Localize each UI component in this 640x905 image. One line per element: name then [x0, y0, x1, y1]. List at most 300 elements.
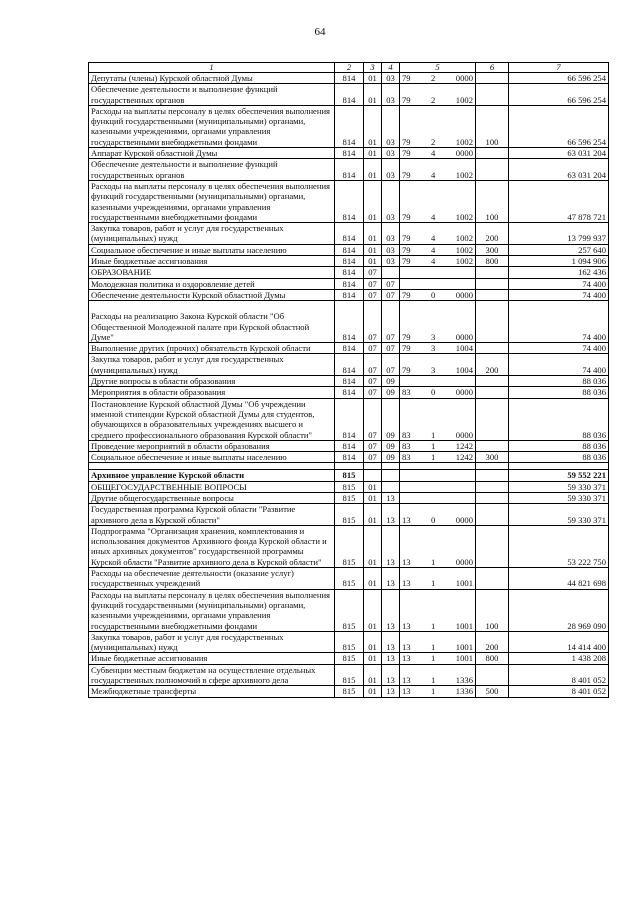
row-rz: 07 — [364, 343, 382, 354]
row-name: Выполнение других (прочих) обязательств Курской области — [89, 343, 335, 354]
table-row — [89, 568, 609, 590]
table-row — [89, 653, 609, 664]
table-row — [89, 278, 609, 289]
row-csr — [400, 376, 476, 387]
row-rz: 01 — [364, 664, 382, 686]
row-gr: 815 — [335, 568, 364, 590]
table-row — [89, 440, 609, 451]
row-gr: 814 — [335, 354, 364, 376]
csr-code — [402, 170, 473, 180]
table-row — [89, 376, 609, 387]
row-vr: 500 — [476, 686, 509, 697]
row-name: Расходы на выплаты персоналу в целях обеспечения выполнения функций государственными (муниципальными) органами, казенными учреждениями, органами управления государственными внебюджетными фондами — [89, 105, 335, 147]
row-gr: 814 — [335, 267, 364, 278]
row-vr — [476, 301, 509, 343]
csr-direction: 1336 — [455, 675, 473, 686]
csr-code — [402, 675, 473, 685]
csr-program: 79 — [402, 136, 411, 147]
row-rz: 07 — [364, 452, 382, 463]
row-pr: 03 — [382, 84, 400, 106]
row-sum: 14 414 400 — [509, 631, 609, 653]
csr-program: 13 — [402, 514, 411, 525]
csr-subprogram: 1 — [431, 578, 436, 589]
row-gr: 815 — [335, 686, 364, 697]
budget-table — [88, 62, 609, 698]
table-row — [89, 631, 609, 653]
row-vr — [476, 481, 509, 492]
row-sum: 63 031 204 — [509, 159, 609, 181]
row-sum: 13 799 937 — [509, 223, 609, 245]
row-rz — [364, 470, 382, 481]
row-csr — [400, 387, 476, 398]
csr-subprogram: 4 — [431, 233, 436, 244]
row-sum: 162 436 — [509, 267, 609, 278]
row-csr — [400, 452, 476, 463]
row-name: Проведение мероприятий в области образования — [89, 440, 335, 451]
row-rz: 01 — [364, 481, 382, 492]
row-gr: 815 — [335, 481, 364, 492]
row-pr — [382, 470, 400, 481]
table-row — [89, 387, 609, 398]
row-rz: 01 — [364, 73, 382, 84]
csr-direction: 1001 — [455, 642, 473, 653]
header-cell: 7 — [509, 63, 609, 73]
row-sum: 74 400 — [509, 289, 609, 300]
row-name: Аппарат Курской областной Думы — [89, 148, 335, 159]
row-pr — [382, 463, 400, 470]
row-name: Подпрограмма "Организация хранения, комплектования и использования документов Архивного фонда Курской области и иных архивных документов" государственной программы Курской области "Развитие архивного дела в Курской области" — [89, 525, 335, 567]
csr-code — [402, 515, 473, 525]
table-row — [89, 481, 609, 492]
row-csr — [400, 148, 476, 159]
csr-code — [402, 387, 473, 397]
row-pr: 03 — [382, 244, 400, 255]
table-row — [89, 84, 609, 106]
csr-program: 79 — [402, 256, 411, 267]
row-gr: 814 — [335, 452, 364, 463]
csr-code — [402, 148, 473, 158]
row-pr: 03 — [382, 159, 400, 181]
row-pr: 03 — [382, 148, 400, 159]
table-row — [89, 492, 609, 503]
row-pr: 03 — [382, 180, 400, 222]
row-sum: 74 400 — [509, 278, 609, 289]
row-name: ОБРАЗОВАНИЕ — [89, 267, 335, 278]
row-gr: 815 — [335, 470, 364, 481]
row-vr — [476, 440, 509, 451]
csr-program: 13 — [402, 675, 411, 686]
row-name: Мероприятия в области образования — [89, 387, 335, 398]
csr-subprogram: 0 — [431, 387, 436, 398]
csr-direction: 1002 — [455, 244, 473, 255]
row-pr: 07 — [382, 354, 400, 376]
csr-program: 13 — [402, 686, 411, 697]
row-gr: 814 — [335, 343, 364, 354]
row-pr: 13 — [382, 492, 400, 503]
row-vr — [476, 84, 509, 106]
row-rz: 01 — [364, 159, 382, 181]
csr-direction: 1002 — [455, 94, 473, 105]
row-vr: 200 — [476, 223, 509, 245]
table-row — [89, 343, 609, 354]
row-gr: 814 — [335, 398, 364, 440]
row-gr: 814 — [335, 105, 364, 147]
row-name: Депутаты (члены) Курской областной Думы — [89, 73, 335, 84]
csr-direction: 0000 — [455, 429, 473, 440]
row-vr: 800 — [476, 653, 509, 664]
row-gr: 814 — [335, 387, 364, 398]
row-csr — [400, 398, 476, 440]
row-pr: 13 — [382, 686, 400, 697]
row-vr — [476, 387, 509, 398]
csr-subprogram: 3 — [431, 343, 436, 354]
csr-code — [402, 430, 473, 440]
csr-program: 83 — [402, 429, 411, 440]
row-rz: 01 — [364, 568, 382, 590]
table-row — [89, 289, 609, 300]
csr-subprogram: 2 — [431, 94, 436, 105]
row-vr — [476, 463, 509, 470]
row-sum: 63 031 204 — [509, 148, 609, 159]
row-sum: 88 036 — [509, 440, 609, 451]
csr-program: 83 — [402, 387, 411, 398]
row-pr — [382, 481, 400, 492]
row-gr: 814 — [335, 84, 364, 106]
page-number: 64 — [314, 26, 326, 38]
row-csr — [400, 244, 476, 255]
row-vr — [476, 492, 509, 503]
row-vr: 200 — [476, 354, 509, 376]
table-row — [89, 525, 609, 567]
csr-program: 79 — [402, 233, 411, 244]
row-gr: 814 — [335, 73, 364, 84]
table-row — [89, 180, 609, 222]
row-sum: 257 640 — [509, 244, 609, 255]
row-gr: 815 — [335, 589, 364, 631]
row-gr: 814 — [335, 256, 364, 267]
row-csr — [400, 589, 476, 631]
row-vr: 800 — [476, 256, 509, 267]
row-csr — [400, 343, 476, 354]
row-csr — [400, 267, 476, 278]
csr-direction: 1242 — [455, 452, 473, 463]
row-pr: 07 — [382, 278, 400, 289]
row-rz: 07 — [364, 278, 382, 289]
row-sum: 1 438 208 — [509, 653, 609, 664]
csr-direction: 1004 — [455, 343, 473, 354]
csr-program: 79 — [402, 364, 411, 375]
csr-code — [402, 290, 473, 300]
table-row — [89, 301, 609, 343]
csr-code — [402, 557, 473, 567]
row-csr — [400, 653, 476, 664]
csr-program: 79 — [402, 169, 411, 180]
table-row — [89, 73, 609, 84]
csr-program: 13 — [402, 642, 411, 653]
csr-subprogram: 1 — [431, 620, 436, 631]
row-csr — [400, 664, 476, 686]
csr-direction: 1002 — [455, 211, 473, 222]
csr-direction: 1001 — [455, 653, 473, 664]
csr-program: 79 — [402, 73, 411, 83]
csr-direction: 1004 — [455, 364, 473, 375]
row-pr: 07 — [382, 343, 400, 354]
csr-code — [402, 621, 473, 631]
row-vr: 100 — [476, 105, 509, 147]
row-vr: 300 — [476, 452, 509, 463]
row-name: Постановление Курской областной Думы "Об учреждении именной стипендии Курской областной Думы для студентов, обучающихся в образовательных учреждениях высшего и среднего профессионального образования Курской области" — [89, 398, 335, 440]
row-vr — [476, 398, 509, 440]
csr-direction: 0000 — [455, 514, 473, 525]
row-vr — [476, 376, 509, 387]
row-pr: 13 — [382, 525, 400, 567]
row-gr: 814 — [335, 440, 364, 451]
row-pr: 13 — [382, 504, 400, 526]
row-rz: 01 — [364, 84, 382, 106]
header-row — [89, 63, 609, 73]
csr-subprogram: 1 — [431, 642, 436, 653]
header-cell: 3 — [364, 63, 382, 73]
row-csr — [400, 631, 476, 653]
row-pr: 03 — [382, 105, 400, 147]
row-pr: 13 — [382, 589, 400, 631]
csr-code — [402, 653, 473, 663]
row-name: Иные бюджетные ассигнования — [89, 256, 335, 267]
csr-subprogram: 4 — [431, 169, 436, 180]
csr-program: 83 — [402, 440, 411, 451]
table-row — [89, 105, 609, 147]
row-sum: 88 036 — [509, 376, 609, 387]
row-pr: 07 — [382, 289, 400, 300]
row-rz: 01 — [364, 631, 382, 653]
csr-direction: 0000 — [455, 556, 473, 567]
csr-program: 13 — [402, 578, 411, 589]
row-gr: 814 — [335, 180, 364, 222]
row-csr — [400, 354, 476, 376]
row-rz: 01 — [364, 589, 382, 631]
row-gr: 815 — [335, 504, 364, 526]
row-vr — [476, 289, 509, 300]
row-rz: 07 — [364, 398, 382, 440]
row-gr: 814 — [335, 159, 364, 181]
csr-direction: 0000 — [455, 73, 473, 83]
row-vr: 100 — [476, 589, 509, 631]
csr-code — [402, 332, 473, 342]
row-vr — [476, 73, 509, 84]
csr-program: 13 — [402, 653, 411, 664]
row-csr — [400, 504, 476, 526]
csr-direction: 1002 — [455, 169, 473, 180]
row-name: Архивное управление Курской области — [89, 470, 335, 481]
row-csr — [400, 470, 476, 481]
row-rz — [364, 463, 382, 470]
table-row — [89, 267, 609, 278]
row-sum: 66 596 254 — [509, 84, 609, 106]
row-sum — [509, 463, 609, 470]
row-sum: 8 401 052 — [509, 664, 609, 686]
row-vr — [476, 470, 509, 481]
row-name: Расходы на выплаты персоналу в целях обеспечения выполнения функций государственными (муниципальными) органами, казенными учреждениями, органами управления государственными внебюджетными фондами — [89, 589, 335, 631]
csr-program: 13 — [402, 620, 411, 631]
row-name: Обеспечение деятельности и выполнение функций государственных органов — [89, 159, 335, 181]
row-rz: 07 — [364, 267, 382, 278]
csr-code — [402, 137, 473, 147]
row-sum: 59 330 371 — [509, 481, 609, 492]
row-name: Расходы на выплаты персоналу в целях обеспечения выполнения функций государственными (муниципальными) органами, казенными учреждениями, органами управления государственными внебюджетными фондами — [89, 180, 335, 222]
row-sum: 74 400 — [509, 354, 609, 376]
row-sum: 74 400 — [509, 343, 609, 354]
row-csr — [400, 105, 476, 147]
csr-direction: 0000 — [455, 331, 473, 342]
row-sum: 88 036 — [509, 398, 609, 440]
table-row — [89, 470, 609, 481]
row-pr: 09 — [382, 398, 400, 440]
row-name: Закупка товаров, работ и услуг для государственных (муниципальных) нужд — [89, 631, 335, 653]
csr-subprogram: 1 — [431, 429, 436, 440]
csr-subprogram: 3 — [431, 331, 436, 342]
row-sum: 59 330 371 — [509, 492, 609, 503]
csr-code — [402, 73, 473, 83]
row-name: Расходы на обеспечение деятельности (оказание услуг) государственных учреждений — [89, 568, 335, 590]
header-cell: 5 — [400, 63, 476, 73]
row-csr — [400, 159, 476, 181]
csr-direction: 0000 — [455, 387, 473, 398]
row-sum: 88 036 — [509, 387, 609, 398]
row-gr: 815 — [335, 492, 364, 503]
row-pr: 09 — [382, 376, 400, 387]
row-csr — [400, 568, 476, 590]
row-name — [89, 463, 335, 470]
csr-code — [402, 642, 473, 652]
csr-subprogram: 2 — [431, 136, 436, 147]
row-csr — [400, 481, 476, 492]
table-row — [89, 159, 609, 181]
table-row — [89, 463, 609, 470]
row-vr: 300 — [476, 244, 509, 255]
table-row — [89, 504, 609, 526]
csr-code — [402, 212, 473, 222]
csr-code — [402, 686, 473, 696]
csr-direction: 1336 — [455, 686, 473, 697]
row-gr: 814 — [335, 223, 364, 245]
row-csr — [400, 289, 476, 300]
row-csr — [400, 73, 476, 84]
csr-subprogram: 1 — [431, 452, 436, 463]
row-name: Расходы на реализацию Закона Курской области "Об Общественной Молодежной палате при Курской областной Думе" — [89, 301, 335, 343]
header-cell: 1 — [89, 63, 335, 73]
row-name: Обеспечение деятельности и выполнение функций государственных органов — [89, 84, 335, 106]
row-gr: 814 — [335, 148, 364, 159]
row-vr — [476, 568, 509, 590]
csr-direction: 0000 — [455, 148, 473, 159]
row-gr: 814 — [335, 376, 364, 387]
row-gr: 815 — [335, 664, 364, 686]
row-gr: 814 — [335, 301, 364, 343]
csr-subprogram: 1 — [431, 556, 436, 567]
row-gr: 815 — [335, 525, 364, 567]
csr-subprogram: 1 — [431, 686, 436, 697]
csr-code — [402, 245, 473, 255]
row-csr — [400, 256, 476, 267]
row-sum: 66 596 254 — [509, 105, 609, 147]
row-vr — [476, 148, 509, 159]
row-pr: 09 — [382, 452, 400, 463]
row-name: ОБЩЕГОСУДАРСТВЕННЫЕ ВОПРОСЫ — [89, 481, 335, 492]
row-name: Иные бюджетные ассигнования — [89, 653, 335, 664]
csr-direction: 0000 — [455, 289, 473, 300]
csr-subprogram: 1 — [431, 675, 436, 686]
row-rz: 01 — [364, 105, 382, 147]
row-name: Закупка товаров, работ и услуг для государственных (муниципальных) нужд — [89, 354, 335, 376]
row-csr — [400, 686, 476, 697]
row-name: Межбюджетные трансферты — [89, 686, 335, 697]
row-name: Другие общегосударственные вопросы — [89, 492, 335, 503]
csr-subprogram: 4 — [431, 256, 436, 267]
row-name: Социальное обеспечение и иные выплаты населению — [89, 452, 335, 463]
row-sum: 59 330 371 — [509, 504, 609, 526]
row-rz: 01 — [364, 223, 382, 245]
row-sum: 59 552 221 — [509, 470, 609, 481]
table-row — [89, 244, 609, 255]
csr-subprogram: 4 — [431, 148, 436, 159]
row-sum: 66 596 254 — [509, 73, 609, 84]
row-pr: 13 — [382, 568, 400, 590]
csr-direction: 1002 — [455, 233, 473, 244]
csr-subprogram: 0 — [431, 289, 436, 300]
row-rz: 01 — [364, 504, 382, 526]
csr-direction: 1002 — [455, 256, 473, 267]
csr-code — [402, 343, 473, 353]
csr-program: 79 — [402, 343, 411, 354]
csr-code — [402, 452, 473, 462]
csr-program: 79 — [402, 148, 411, 159]
row-sum: 74 400 — [509, 301, 609, 343]
row-name: Государственная программа Курской области "Развитие архивного дела в Курской области" — [89, 504, 335, 526]
row-csr — [400, 525, 476, 567]
row-sum: 8 401 052 — [509, 686, 609, 697]
row-rz: 01 — [364, 148, 382, 159]
row-gr: 814 — [335, 289, 364, 300]
row-sum: 44 821 698 — [509, 568, 609, 590]
row-vr — [476, 343, 509, 354]
row-rz: 01 — [364, 244, 382, 255]
csr-subprogram: 4 — [431, 244, 436, 255]
row-csr — [400, 180, 476, 222]
row-pr: 09 — [382, 387, 400, 398]
row-pr — [382, 267, 400, 278]
row-rz: 01 — [364, 492, 382, 503]
csr-subprogram: 2 — [431, 73, 436, 83]
row-name: Социальное обеспечение и иные выплаты населению — [89, 244, 335, 255]
table-row — [89, 256, 609, 267]
row-pr: 13 — [382, 631, 400, 653]
csr-program: 83 — [402, 452, 411, 463]
row-rz: 01 — [364, 686, 382, 697]
row-pr: 03 — [382, 223, 400, 245]
csr-program: 79 — [402, 244, 411, 255]
row-rz: 01 — [364, 525, 382, 567]
row-csr — [400, 84, 476, 106]
row-csr — [400, 492, 476, 503]
row-rz: 01 — [364, 256, 382, 267]
row-gr: 815 — [335, 653, 364, 664]
row-vr — [476, 267, 509, 278]
csr-subprogram: 3 — [431, 364, 436, 375]
csr-code — [402, 256, 473, 266]
row-vr: 200 — [476, 631, 509, 653]
row-vr: 100 — [476, 180, 509, 222]
row-pr: 03 — [382, 73, 400, 84]
